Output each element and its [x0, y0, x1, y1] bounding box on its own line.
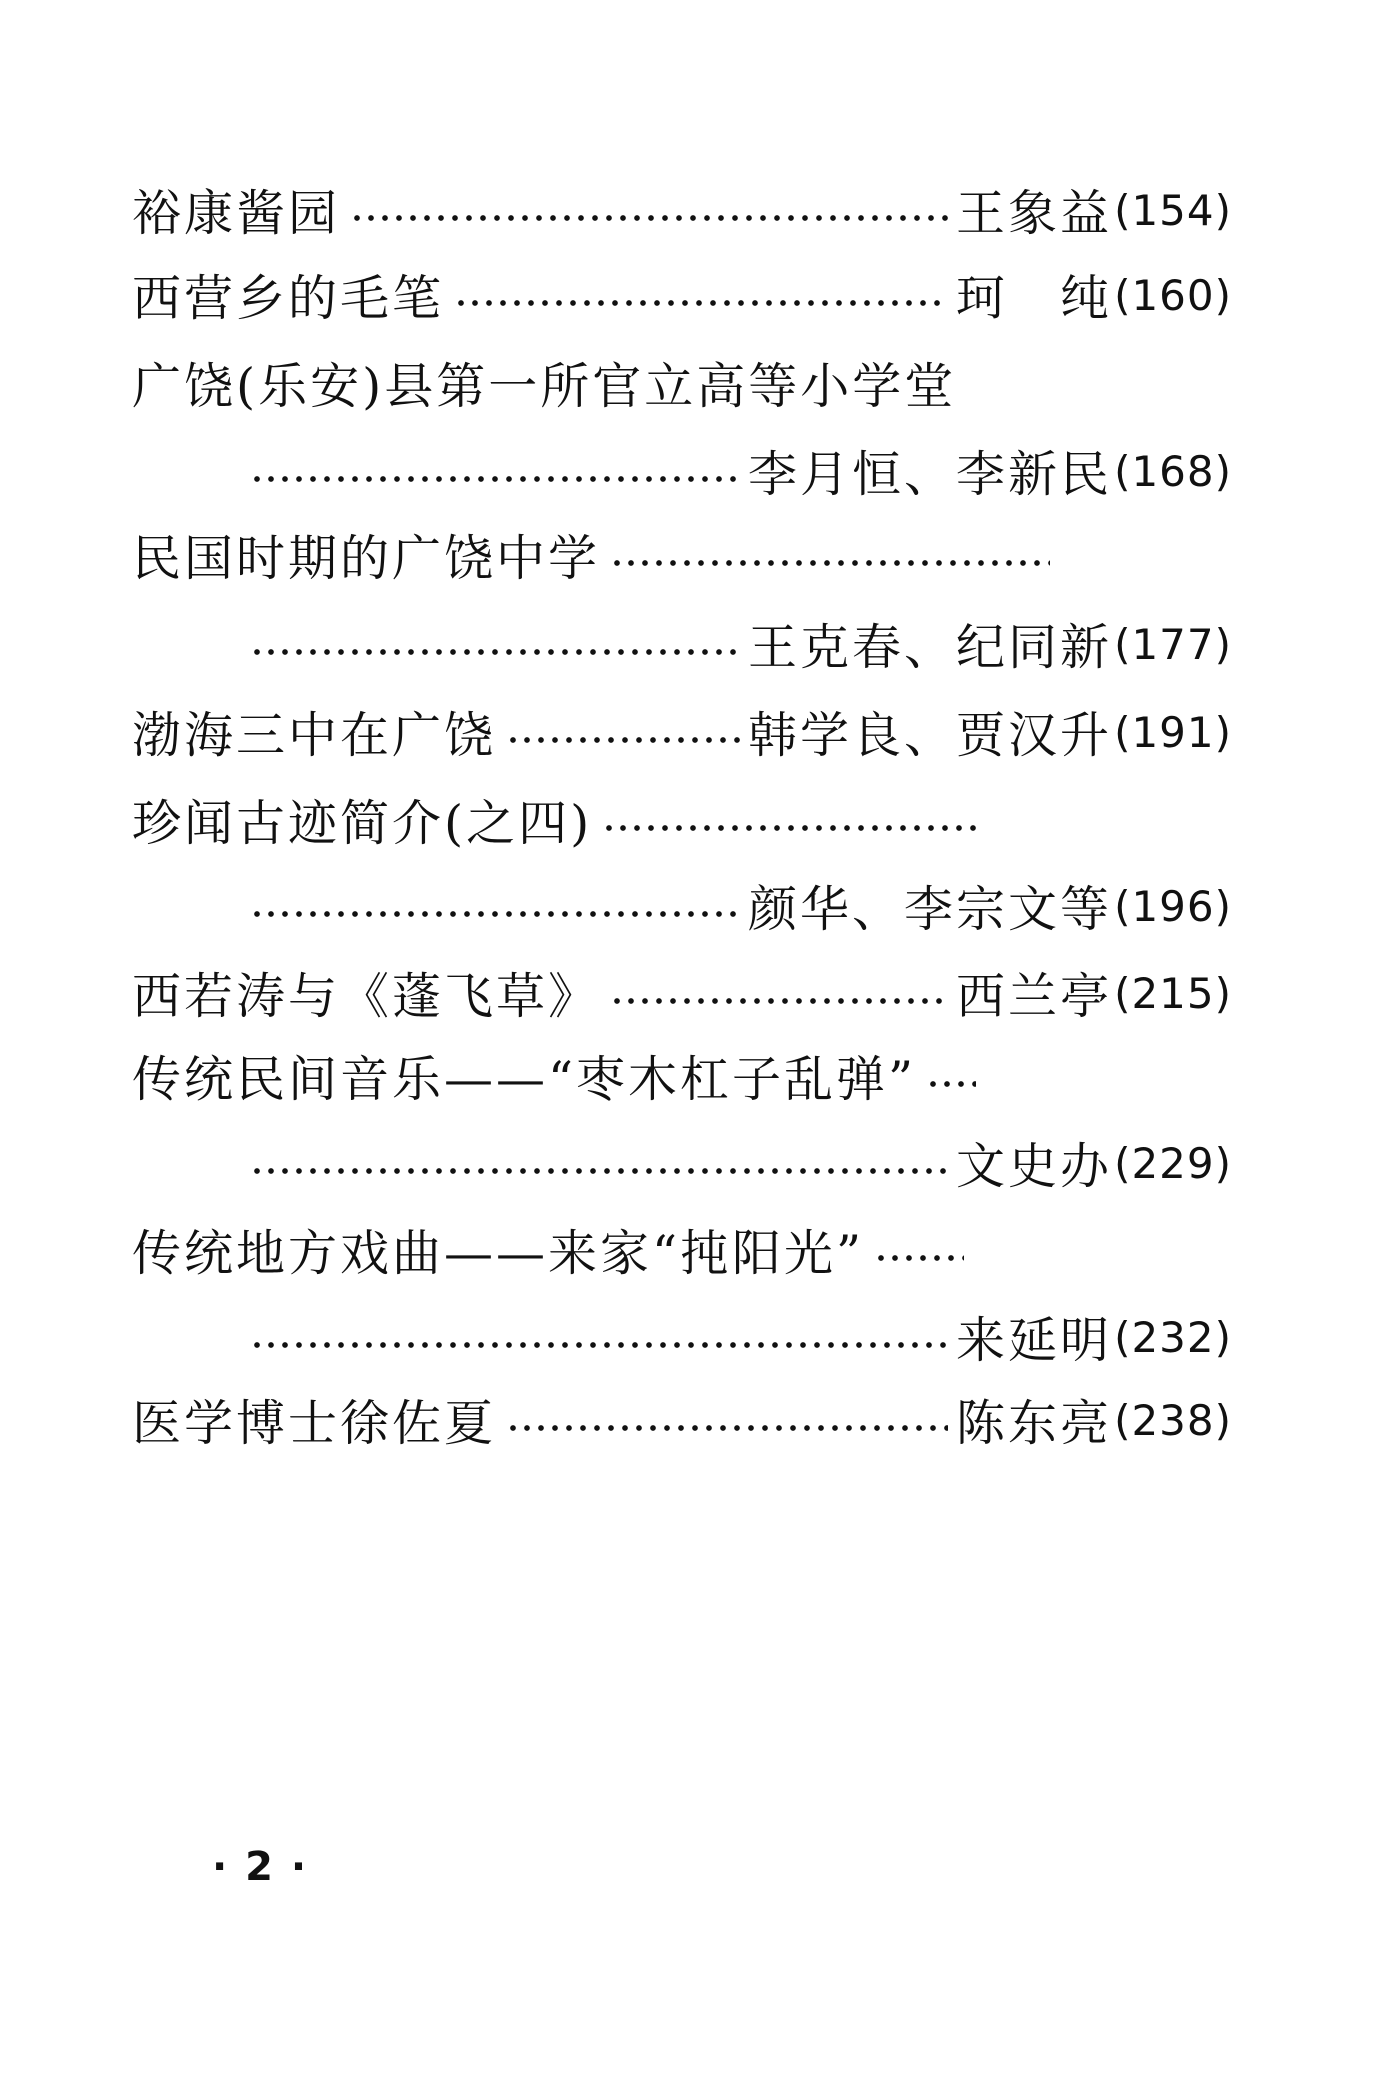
- entry-author: 王象益: [956, 185, 1113, 242]
- entry-author: 陈东亮: [956, 1395, 1113, 1452]
- entry-page: (229): [1114, 1138, 1232, 1188]
- entry-title: 广饶(乐安)县第一所官立高等小学堂: [132, 358, 957, 415]
- entry-page: (154): [1114, 185, 1232, 235]
- entry-title: 民国时期的广饶中学: [132, 530, 601, 587]
- entry-page: (238): [1114, 1395, 1232, 1445]
- entry-author: 来延明: [956, 1312, 1113, 1369]
- entry-title: 裕康酱园: [132, 185, 341, 242]
- toc-entry-continuation: [250, 431, 1232, 511]
- entry-title: 渤海三中在广饶: [132, 707, 497, 764]
- leader-dots: [926, 1080, 976, 1088]
- entry-page: (191): [1114, 707, 1232, 757]
- leader-dots: [250, 648, 740, 656]
- toc-entry-continuation: [250, 1297, 1232, 1377]
- toc-entry: [132, 1036, 1232, 1116]
- toc-entry: [132, 515, 1232, 595]
- toc-entry: [132, 692, 1232, 772]
- entry-title: 西若涛与《蓬飞草》: [132, 968, 601, 1025]
- entry-title: 传统民间音乐——“枣木杠子乱弹”: [132, 1051, 917, 1108]
- leader-dots: [874, 1254, 964, 1262]
- leader-dots: [506, 1424, 948, 1432]
- toc-entry: [132, 343, 1232, 423]
- entry-author: 颜华、李宗文等: [748, 881, 1113, 938]
- toc-entry: [132, 1380, 1232, 1460]
- leader-dots: [610, 997, 948, 1005]
- toc-entry-continuation: [250, 604, 1232, 684]
- leader-dots: [350, 214, 948, 222]
- entry-title: 医学博士徐佐夏: [132, 1395, 497, 1452]
- entry-author: 西兰亭: [956, 968, 1113, 1025]
- leader-dots: [250, 1341, 948, 1349]
- toc-entry-continuation: [250, 866, 1232, 946]
- entry-title: 珍闻古迹简介(之四): [132, 795, 593, 852]
- leader-dots: [250, 475, 740, 483]
- toc-entry: [132, 953, 1232, 1033]
- toc-entry: [132, 780, 1232, 860]
- leader-dots: [602, 824, 982, 832]
- entry-author: 文史办: [956, 1138, 1113, 1195]
- entry-page: (177): [1114, 619, 1232, 669]
- toc-entry: [132, 170, 1232, 250]
- entry-title: 传统地方戏曲——来家“扽阳光”: [132, 1225, 865, 1282]
- toc-entry: [132, 1210, 1232, 1290]
- entry-author: 珂 纯: [956, 270, 1113, 327]
- entry-page: (160): [1114, 270, 1232, 320]
- leader-dots: [250, 1167, 948, 1175]
- leader-dots: [506, 736, 740, 744]
- entry-author: 李月恒、李新民: [748, 446, 1113, 503]
- entry-title: 西营乡的毛笔: [132, 270, 445, 327]
- leader-dots: [610, 559, 1050, 567]
- entry-page: (232): [1114, 1312, 1232, 1362]
- toc-entry-continuation: [250, 1123, 1232, 1203]
- leader-dots: [454, 299, 948, 307]
- entry-author: 王克春、纪同新: [748, 619, 1113, 676]
- entry-page: (168): [1114, 446, 1232, 496]
- leader-dots: [250, 910, 740, 918]
- toc-entry: [132, 255, 1232, 335]
- page-number: · 2 ·: [212, 1844, 309, 1890]
- entry-page: (215): [1114, 968, 1232, 1018]
- entry-author: 韩学良、贾汉升: [748, 707, 1113, 764]
- entry-page: (196): [1114, 881, 1232, 931]
